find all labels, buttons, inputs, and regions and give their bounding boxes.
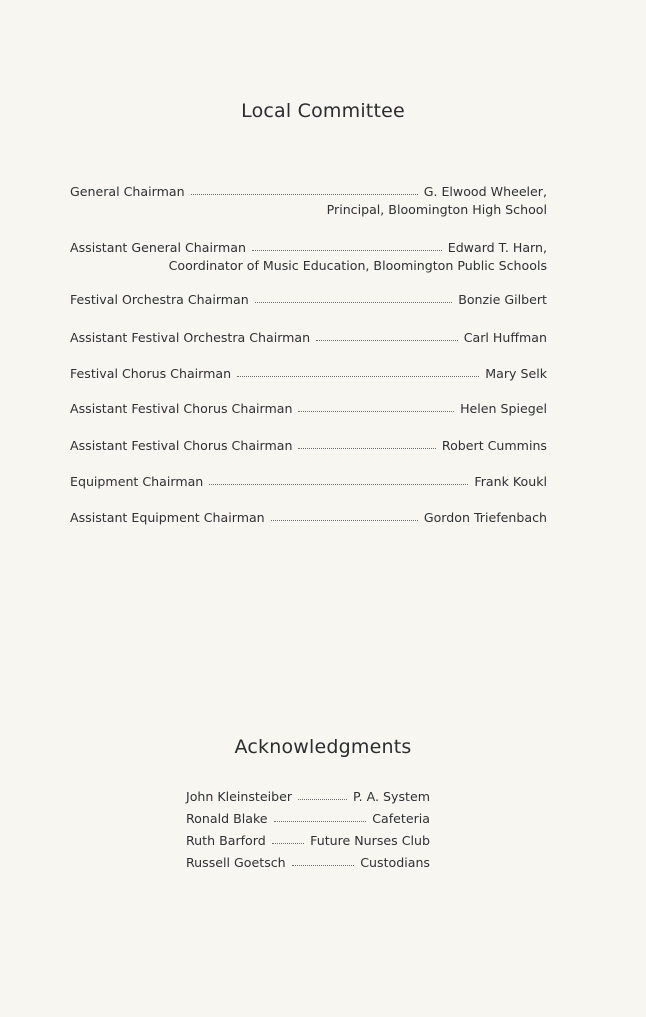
acknowledgment-row xyxy=(186,833,430,855)
committee-role: General Chairman xyxy=(70,184,185,199)
acknowledgment-row xyxy=(186,789,430,811)
committee-role: Festival Orchestra Chairman xyxy=(70,292,249,307)
committee-name: Frank Koukl xyxy=(474,474,547,489)
dot-leader xyxy=(272,842,304,844)
committee-row xyxy=(70,401,547,416)
acknowledgment-row xyxy=(186,855,430,877)
committee-role: Assistant Festival Chorus Chairman xyxy=(70,401,293,416)
committee-role: Assistant Equipment Chairman xyxy=(70,510,265,525)
committee-role: Equipment Chairman xyxy=(70,474,204,489)
dot-leader xyxy=(298,447,435,449)
dot-leader xyxy=(209,483,468,485)
committee-row xyxy=(70,292,547,307)
committee-name: Bonzie Gilbert xyxy=(458,292,547,307)
ack-person: John Kleinsteiber xyxy=(186,789,293,804)
committee-affiliation: Coordinator of Music Education, Bloomington Public Schools xyxy=(168,258,547,273)
ack-for: P. A. System xyxy=(352,789,430,804)
committee-name: Robert Cummins xyxy=(441,438,547,453)
committee-row xyxy=(70,184,547,217)
committee-affiliation: Principal, Bloomington High School xyxy=(326,202,547,217)
committee-role: Festival Chorus Chairman xyxy=(70,366,232,381)
committee-row xyxy=(70,240,547,273)
committee-role: Assistant Festival Chorus Chairman xyxy=(70,438,293,453)
acknowledgments-list xyxy=(186,789,430,877)
ack-person: Ruth Barford xyxy=(186,833,266,848)
committee-row xyxy=(70,330,547,345)
committee-name: Helen Spiegel xyxy=(460,401,547,416)
committee-name: Gordon Triefenbach xyxy=(423,510,547,525)
committee-name: Mary Selk xyxy=(485,366,547,381)
dot-leader xyxy=(298,410,454,412)
committee-name: Carl Huffman xyxy=(463,330,547,345)
committee-name: Edward T. Harn, xyxy=(447,240,547,255)
dot-leader xyxy=(274,820,367,822)
ack-person: Russell Goetsch xyxy=(186,855,286,870)
ack-for: Cafeteria xyxy=(372,811,430,826)
committee-row xyxy=(70,438,547,453)
dot-leader xyxy=(271,519,418,521)
acknowledgment-row xyxy=(186,811,430,833)
committee-title: Local Committee xyxy=(241,100,405,122)
dot-leader xyxy=(316,339,458,341)
committee-role: Assistant General Chairman xyxy=(70,240,246,255)
dot-leader xyxy=(292,864,355,866)
committee-role: Assistant Festival Orchestra Chairman xyxy=(70,330,311,345)
dot-leader xyxy=(252,249,442,251)
ack-person: Ronald Blake xyxy=(186,811,268,826)
ack-for: Future Nurses Club xyxy=(310,833,430,848)
ack-for: Custodians xyxy=(360,855,430,870)
dot-leader xyxy=(237,375,479,377)
acknowledgments-title: Acknowledgments xyxy=(234,736,412,758)
dot-leader xyxy=(298,798,347,800)
committee-row xyxy=(70,366,547,381)
committee-row xyxy=(70,474,547,489)
committee-name: G. Elwood Wheeler, xyxy=(423,184,547,199)
dot-leader xyxy=(191,193,418,195)
dot-leader xyxy=(255,301,452,303)
committee-row xyxy=(70,510,547,525)
